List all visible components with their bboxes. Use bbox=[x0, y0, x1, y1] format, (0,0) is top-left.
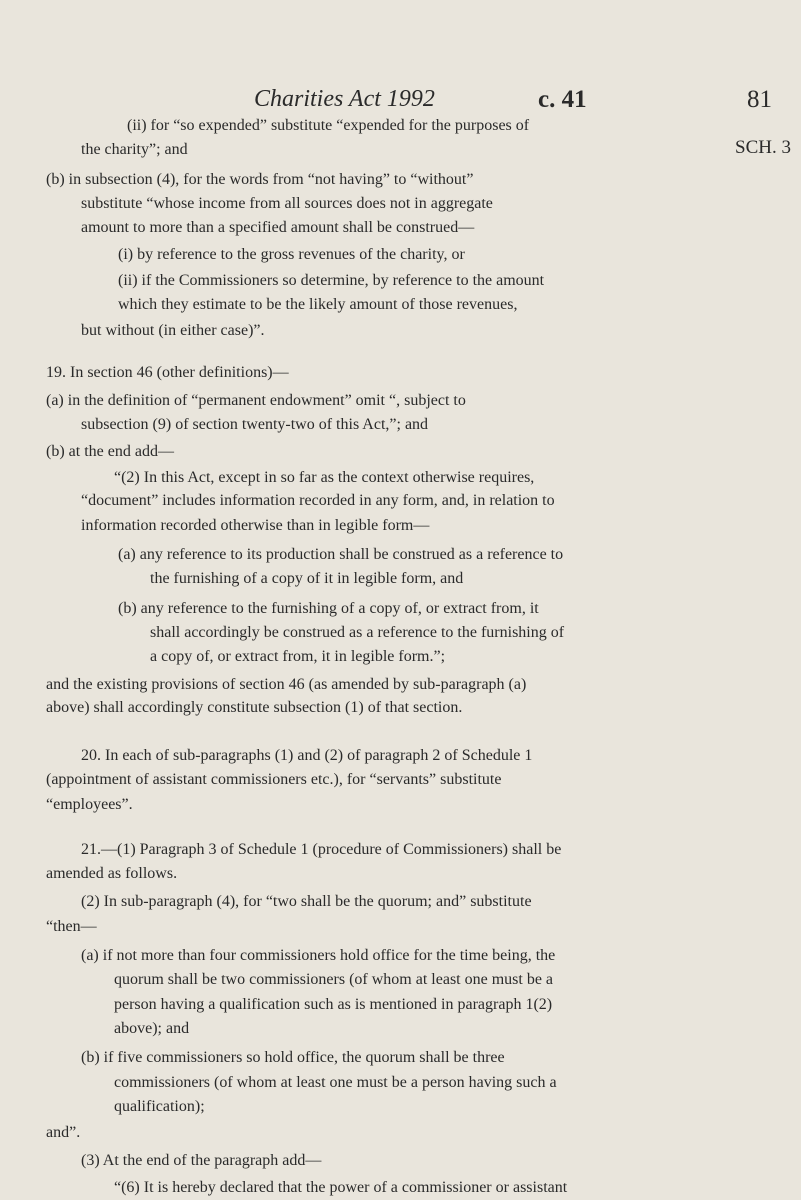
text-line: person having a qualification such as is mentioned in paragraph 1(2) bbox=[114, 996, 553, 1013]
text-line: but without (in either case)”. bbox=[81, 322, 265, 339]
text-line: “employees”. bbox=[46, 796, 133, 813]
text-line: amount to more than a specified amount shall be construed— bbox=[81, 219, 475, 236]
text-line: (b) in subsection (4), for the words from “not having” to “without” bbox=[46, 171, 474, 188]
running-title: Charities Act 1992 bbox=[254, 86, 435, 112]
text-line: substitute “whose income from all sources does not in aggregate bbox=[81, 195, 493, 212]
text-line: (b) at the end add— bbox=[46, 443, 174, 460]
text-line: and”. bbox=[46, 1124, 81, 1141]
text-line: 21.—(1) Paragraph 3 of Schedule 1 (procedure of Commissioners) shall be bbox=[81, 841, 562, 858]
text-line: (i) by reference to the gross revenues of the charity, or bbox=[118, 246, 465, 263]
text-line: commissioners (of whom at least one must be a person having such a bbox=[114, 1074, 557, 1091]
text-line: and the existing provisions of section 46 (as amended by sub-paragraph (a) bbox=[46, 676, 527, 693]
page-number: 81 bbox=[747, 86, 772, 113]
text-line: (3) At the end of the paragraph add— bbox=[81, 1152, 322, 1169]
text-line: subsection (9) of section twenty-two of this Act,”; and bbox=[81, 416, 429, 433]
text-line: the charity”; and bbox=[81, 141, 188, 158]
text-line: (a) any reference to its production shall be construed as a reference to bbox=[118, 546, 564, 563]
text-line: qualification); bbox=[114, 1098, 205, 1115]
text-line: which they estimate to be the likely amount of those revenues, bbox=[118, 296, 518, 313]
text-line: 20. In each of sub-paragraphs (1) and (2) of paragraph 2 of Schedule 1 bbox=[81, 747, 533, 764]
chapter-number: c. 41 bbox=[538, 86, 587, 113]
text-line: the furnishing of a copy of it in legible form, and bbox=[150, 570, 464, 587]
text-line: a copy of, or extract from, it in legible form.”; bbox=[150, 648, 446, 665]
text-line: (2) In sub-paragraph (4), for “two shall be the quorum; and” substitute bbox=[81, 893, 532, 910]
text-line: quorum shall be two commissioners (of whom at least one must be a bbox=[114, 971, 554, 988]
text-line: information recorded otherwise than in legible form— bbox=[81, 517, 430, 534]
text-line: “document” includes information recorded in any form, and, in relation to bbox=[81, 492, 555, 509]
text-line: “(2) In this Act, except in so far as the context otherwise requires, bbox=[114, 469, 535, 486]
text-line: amended as follows. bbox=[46, 865, 178, 882]
text-line: (ii) if the Commissioners so determine, by reference to the amount bbox=[118, 272, 545, 289]
text-line: (a) in the definition of “permanent endowment” omit “, subject to bbox=[46, 392, 466, 409]
text-line: above) shall accordingly constitute subsection (1) of that section. bbox=[46, 699, 463, 716]
text-line: shall accordingly be construed as a reference to the furnishing of bbox=[150, 624, 565, 641]
text-line: “then— bbox=[46, 918, 97, 935]
text-line: 19. In section 46 (other definitions)— bbox=[46, 364, 289, 381]
text-line: (b) if five commissioners so hold office, the quorum shall be three bbox=[81, 1049, 505, 1066]
text-line: “(6) It is hereby declared that the power of a commissioner or assistant bbox=[114, 1179, 568, 1196]
text-line: (appointment of assistant commissioners etc.), for “servants” substitute bbox=[46, 771, 502, 788]
text-line: above); and bbox=[114, 1020, 190, 1037]
text-line: (ii) for “so expended” substitute “expended for the purposes of bbox=[127, 117, 530, 134]
text-line: (b) any reference to the furnishing of a copy of, or extract from, it bbox=[118, 600, 539, 617]
text-line: (a) if not more than four commissioners hold office for the time being, the bbox=[81, 947, 556, 964]
margin-schedule-reference: SCH. 3 bbox=[735, 137, 791, 158]
